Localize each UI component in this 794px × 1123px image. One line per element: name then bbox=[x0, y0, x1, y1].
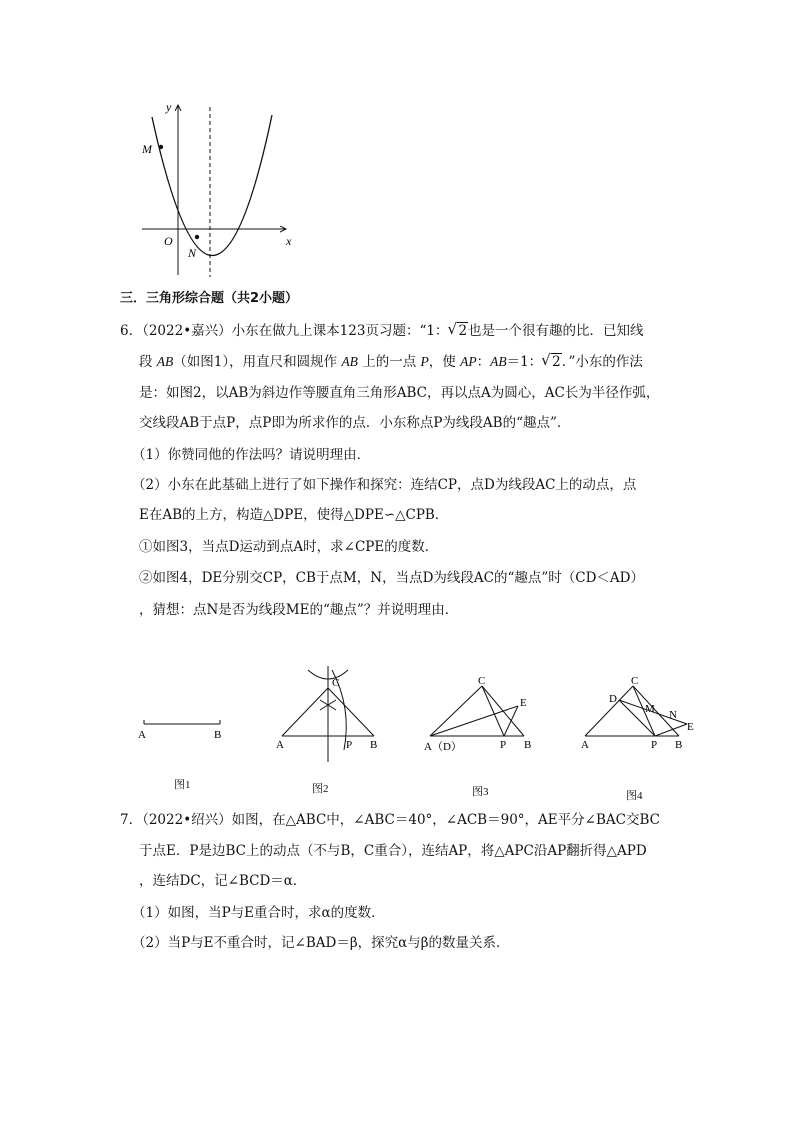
sqrt-2-a bbox=[448, 322, 468, 340]
q7-l1: 如图，在△ABC中，∠ABC＝40°，∠ACB＝90°，AE平分∠BAC交BC bbox=[231, 812, 660, 828]
q6-line-2 bbox=[139, 353, 643, 371]
x-axis-label: x bbox=[286, 234, 292, 248]
fig1-label-a: A bbox=[138, 729, 146, 741]
q6-case-2-line-1: ②如图4，DE分别交CP，CB于点M，N，当点D为线段AC的“趣点”时（CD＜AD） bbox=[139, 570, 644, 586]
q6-l2-b: （如图1），用直尺和圆规作 bbox=[173, 354, 338, 370]
sqrt-2-a-value: 2 bbox=[458, 323, 468, 339]
fig3-label-p: P bbox=[500, 739, 507, 751]
q6-case-1: ①如图3，当点D运动到点A时，求∠CPE的度数． bbox=[139, 539, 439, 555]
q6-l2-e: ： bbox=[476, 354, 491, 370]
q6-case-2-line-2: ，猜想：点N是否为线段ME的“趣点”？并说明理由． bbox=[139, 602, 459, 618]
q6-l2-ab: AB bbox=[156, 354, 174, 369]
q7-line-1 bbox=[120, 811, 660, 829]
q6-l2-c: 上的一点 bbox=[362, 354, 417, 370]
fig2-label-c: C bbox=[332, 677, 340, 689]
fig4-label-c: C bbox=[631, 675, 639, 687]
fig4-label-d: D bbox=[609, 693, 617, 705]
fig4-label-e: E bbox=[687, 721, 694, 733]
fig3-label-e: E bbox=[520, 697, 527, 709]
q6-l2-p: P bbox=[420, 354, 429, 369]
fig3-label-c: C bbox=[478, 675, 486, 687]
fig3-label-ad: A（D） bbox=[424, 741, 462, 753]
q6-l2-d: ，使 bbox=[428, 354, 456, 370]
q6-l2-ap: AP bbox=[460, 354, 477, 369]
sqrt-2-b-value: 2 bbox=[552, 354, 561, 370]
fig2-label-a: A bbox=[276, 739, 284, 751]
q6-l1-a: 小东在做九上课本123页习题：“1： bbox=[231, 323, 449, 339]
fig2-label-p: P bbox=[346, 739, 353, 751]
q6-line-3: 是：如图2，以AB为斜边作等腰直角三角形ABC，再以点A为圆心，AC长为半径作弧， bbox=[139, 385, 660, 401]
section-title: 三．三角形综合题（共2小题） bbox=[120, 291, 299, 306]
sqrt-2-b bbox=[542, 353, 562, 371]
q6-number: 6． bbox=[120, 323, 143, 339]
fig2-label-b: B bbox=[370, 739, 378, 751]
q6-part-1: （1）你赞同他的作法吗？请说明理由． bbox=[132, 447, 371, 463]
q6-l2-a: 段 bbox=[139, 354, 153, 370]
fig1-caption: 图1 bbox=[174, 779, 191, 791]
fig4-segment-pe bbox=[655, 724, 687, 736]
q6-l2-g: ．”小东的作法 bbox=[561, 354, 643, 370]
q7-line-3: ，连结DC，记∠BCD＝α． bbox=[139, 873, 307, 889]
point-n-label: N bbox=[188, 246, 197, 260]
point-m-label: M bbox=[142, 142, 152, 156]
fig2-side-bc bbox=[328, 688, 374, 736]
fig4-label-a: A bbox=[581, 739, 589, 751]
fig4-label-n: N bbox=[669, 709, 677, 721]
fig3-label-b: B bbox=[524, 739, 532, 751]
q6-line-1 bbox=[120, 322, 644, 340]
point-n-dot bbox=[195, 235, 199, 239]
q6-part-2-line-2: E在AB的上方，构造△DPE，使得△DPE∽△CPB． bbox=[139, 507, 449, 523]
q6-source: （2022•嘉兴） bbox=[142, 323, 232, 339]
q7-source: （2022•绍兴） bbox=[142, 812, 232, 828]
q6-l2-ab3: AB bbox=[490, 354, 507, 369]
y-axis-label: y bbox=[166, 100, 172, 114]
figure-1 bbox=[132, 710, 232, 750]
fig3-side-ac bbox=[430, 686, 482, 736]
q6-part-2-line-1: （2）小东在此基础上进行了如下操作和探究：连结CP，点D为线段AC上的动点，点 bbox=[132, 477, 637, 493]
parabola-graph bbox=[130, 95, 310, 285]
figure-4 bbox=[575, 670, 705, 760]
q7-number: 7． bbox=[120, 812, 143, 828]
fig3-caption: 图3 bbox=[472, 786, 489, 798]
q6-l2-ab2: AB bbox=[341, 354, 358, 369]
q6-l2-f: ＝1： bbox=[506, 354, 543, 370]
fig2-caption: 图2 bbox=[312, 783, 329, 795]
fig4-label-m: M bbox=[645, 703, 655, 715]
q7-line-2: 于点E．P是边BC上的动点（不与B，C重合），连结AP，将△APC沿AP翻折得△APD bbox=[139, 843, 647, 859]
fig3-segment-cp bbox=[482, 686, 504, 736]
origin-label: O bbox=[164, 234, 173, 248]
fig2-side-ac bbox=[282, 688, 328, 736]
fig3-segment-ae bbox=[430, 706, 518, 736]
figure-3 bbox=[420, 670, 550, 760]
q7-part-1: （1）如图，当P与E重合时，求α的度数． bbox=[132, 905, 385, 921]
figure-2 bbox=[268, 660, 388, 770]
fig4-label-b: B bbox=[675, 739, 683, 751]
point-m-dot bbox=[159, 145, 163, 149]
fig1-label-b: B bbox=[214, 729, 222, 741]
q7-part-2: （2）当P与E不重合时，记∠BAD＝β，探究α与β的数量关系． bbox=[132, 935, 510, 951]
q6-line-4: 交线段AB于点P，点P即为所求作的点．小东称点P为线段AB的“趣点”． bbox=[139, 415, 571, 431]
fig4-caption: 图4 bbox=[626, 790, 643, 802]
fig4-label-p: P bbox=[651, 739, 658, 751]
q6-l1-b: 也是一个很有趣的比．已知线 bbox=[468, 323, 644, 339]
